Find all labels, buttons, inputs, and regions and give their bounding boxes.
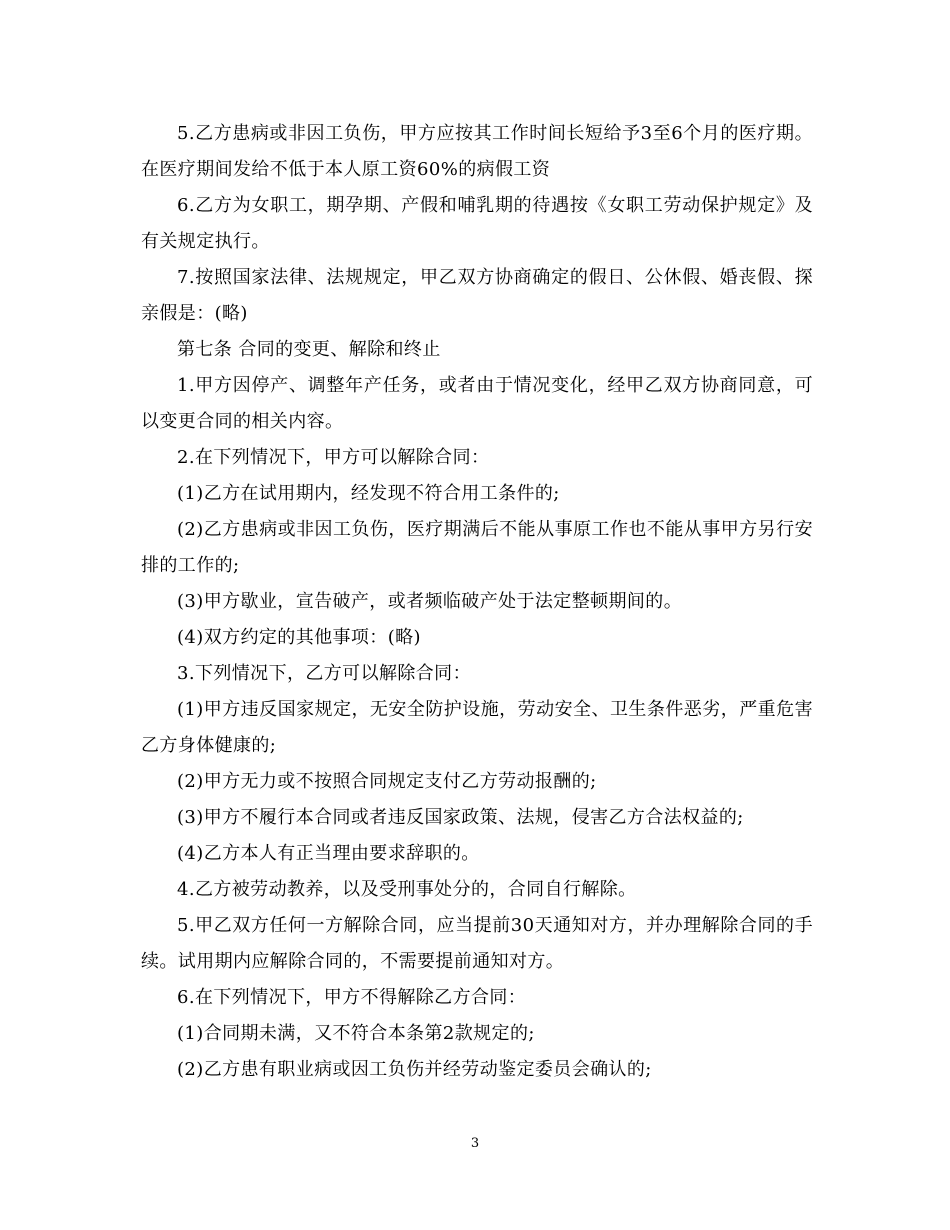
list-item-bankruptcy: (3)甲方歇业，宣告破产，或者频临破产处于法定整顿期间的。 bbox=[177, 591, 683, 612]
page-number: 3 bbox=[470, 1136, 480, 1151]
paragraph-employee-termination: 3.下列情况下，乙方可以解除合同： bbox=[177, 663, 471, 684]
document-body bbox=[141, 116, 813, 1088]
paragraph-holidays: 7.按照国家法律、法规规定，甲乙双方协商确定的假日、公休假、婚丧假、探亲假是：(略) bbox=[141, 267, 813, 324]
paragraph-female-workers: 6.乙方为女职工，期孕期、产假和哺乳期的待遇按《女职工劳动保护规定》及有关规定执行。 bbox=[141, 195, 813, 252]
list-item-resignation: (4)乙方本人有正当理由要求辞职的。 bbox=[177, 843, 480, 864]
paragraph-notice-period: 5.甲乙双方任何一方解除合同，应当提前30天通知对方，并办理解除合同的手续。试用期内应解除合同的，不需要提前通知对方。 bbox=[141, 915, 813, 972]
paragraph-no-termination: 6.在下列情况下，甲方不得解除乙方合同： bbox=[177, 987, 527, 1008]
list-item-safety-violation: (1)甲方违反国家规定，无安全防护设施，劳动安全、卫生条件恶劣，严重危害乙方身体健康的; bbox=[141, 699, 813, 756]
paragraph-employer-termination: 2.在下列情况下，甲方可以解除合同： bbox=[177, 447, 490, 468]
list-item-other-matters: (4)双方约定的其他事项：(略) bbox=[177, 627, 421, 648]
paragraph-sick-leave: 5.乙方患病或非因工负伤，甲方应按其工作时间长短给予3至6个月的医疗期。在医疗期间发给不低于本人原工资60%的病假工资 bbox=[141, 123, 813, 180]
list-item-rights-infringement: (3)甲方不履行本合同或者违反国家政策、法规，侵害乙方合法权益的; bbox=[177, 807, 744, 828]
list-item-term-not-expired: (1)合同期未满，又不符合本条第2款规定的; bbox=[177, 1023, 535, 1044]
list-item-medical-period: (2)乙方患病或非因工负伤，医疗期满后不能从事原工作也不能从事甲方另行安排的工作的; bbox=[141, 519, 813, 576]
list-item-probation: (1)乙方在试用期内，经发现不符合用工条件的; bbox=[177, 483, 560, 504]
section-heading-article-7: 第七条 合同的变更、解除和终止 bbox=[177, 339, 441, 360]
paragraph-contract-change: 1.甲方因停产、调整年产任务，或者由于情况变化，经甲乙双方协商同意，可以变更合同的相关内容。 bbox=[141, 375, 813, 432]
list-item-unpaid-wages: (2)甲方无力或不按照合同规定支付乙方劳动报酬的; bbox=[177, 771, 597, 792]
paragraph-automatic-termination: 4.乙方被劳动教养，以及受刑事处分的，合同自行解除。 bbox=[177, 879, 637, 900]
list-item-occupational-disease: (2)乙方患有职业病或因工负伤并经劳动鉴定委员会确认的; bbox=[177, 1059, 652, 1080]
